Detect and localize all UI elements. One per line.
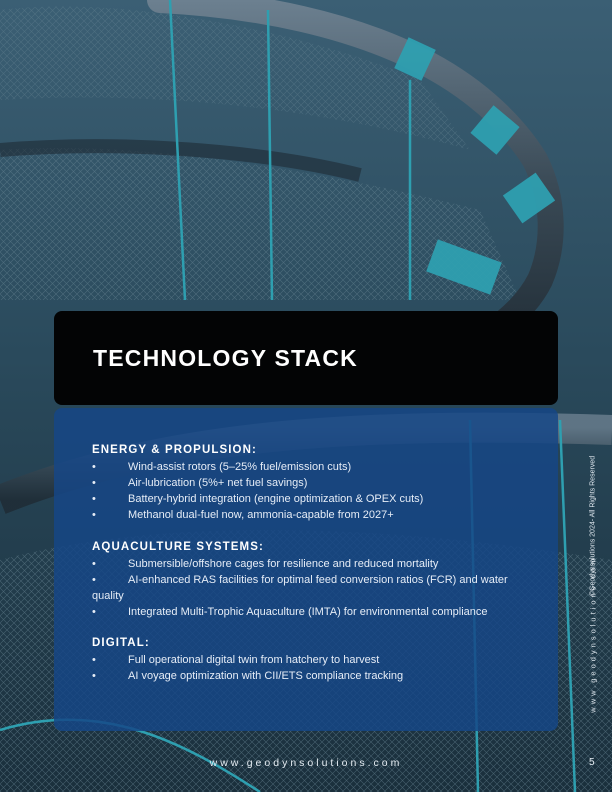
bullet-icon: • [92, 493, 96, 505]
content-panel [54, 408, 558, 731]
bullet-icon: • [92, 670, 96, 682]
bullet-icon: • [92, 574, 96, 586]
bullet-icon: • [92, 477, 96, 489]
list-item-text: AI voyage optimization with CII/ETS compliance tracking [128, 670, 404, 682]
bullet-icon: • [92, 558, 96, 570]
list-item-text: Wind-assist rotors (5–25% fuel/emission cuts) [128, 461, 352, 473]
page-title: TECHNOLOGY STACK [93, 345, 358, 371]
side-url-link[interactable]: www.geodynsolutions.com [588, 555, 598, 713]
list-item [92, 491, 532, 507]
section-heading-aquaculture: AQUACULTURE SYSTEMS: [92, 541, 264, 553]
section-heading-digital: DIGITAL: [92, 637, 150, 649]
list-item [92, 459, 532, 475]
bullet-icon: • [92, 654, 96, 666]
footer-url-link[interactable]: www.geodynsolutions.com [209, 757, 403, 769]
list-item [92, 604, 532, 620]
bullet-icon: • [92, 461, 96, 473]
bullet-icon: • [92, 606, 96, 618]
list-item-text: Methanol dual-fuel now, ammonia-capable from 2027+ [128, 509, 394, 521]
list-item-text: Integrated Multi-Trophic Aquaculture (IMTA) for environmental compliance [128, 606, 488, 618]
list-item-text: Air-lubrication (5%+ net fuel savings) [128, 477, 308, 489]
list-item-text: Submersible/offshore cages for resilience and reduced mortality [128, 558, 439, 570]
title-banner [54, 311, 558, 405]
list-item [92, 475, 532, 491]
list-item-text: Full operational digital twin from hatchery to harvest [128, 654, 380, 666]
bullet-icon: • [92, 509, 96, 521]
section-heading-energy: ENERGY & PROPULSION: [92, 444, 257, 456]
list-item [92, 572, 516, 604]
side-copyright: ©Geodynsolutions 2024- All Rights Reserved [589, 455, 597, 597]
page-number: 5 [589, 757, 595, 768]
list-item-text: Battery-hybrid integration (engine optimization & OPEX cuts) [128, 493, 424, 505]
list-item [92, 556, 532, 572]
list-item-text: AI-enhanced RAS facilities for optimal feed conversion ratios (FCR) and water quality [92, 574, 508, 602]
list-item [92, 652, 532, 668]
list-item [92, 668, 532, 684]
list-item [92, 507, 532, 523]
